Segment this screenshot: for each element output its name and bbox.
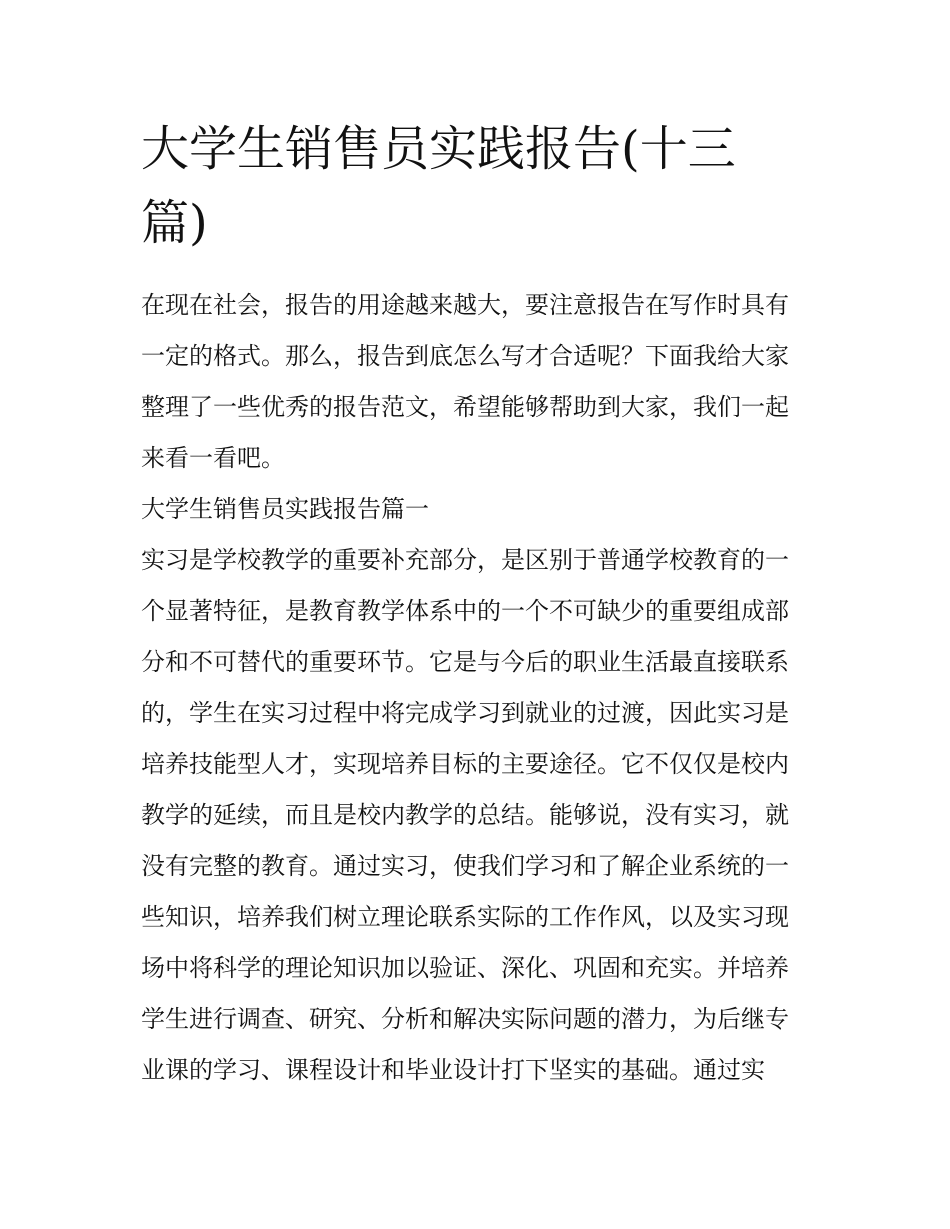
body-line: 些知识，培养我们树立理论联系实际的工作作风，以及实习现 bbox=[141, 903, 789, 931]
body-line: 个显著特征，是教育教学体系中的一个不可缺少的重要组成部 bbox=[141, 597, 789, 625]
body-line: 的，学生在实习过程中将完成学习到就业的过渡，因此实习是 bbox=[141, 699, 789, 727]
section-heading-text: 大学生销售员实践报告篇一 bbox=[141, 495, 429, 523]
title-line: 篇) bbox=[141, 195, 208, 251]
intro-paragraph bbox=[141, 280, 813, 484]
intro-line: 来看一看吧。 bbox=[141, 444, 285, 472]
body-line: 没有完整的教育。通过实习，使我们学习和了解企业系统的一 bbox=[141, 852, 789, 880]
section-heading bbox=[141, 484, 813, 535]
intro-line: 一定的格式。那么，报告到底怎么写才合适呢？下面我给大家 bbox=[141, 342, 789, 370]
body-line: 实习是学校教学的重要补充部分，是区别于普通学校教育的一 bbox=[141, 546, 789, 574]
title-line: 大学生销售员实践报告(十三 bbox=[141, 121, 736, 177]
body-line: 学生进行调查、研究、分析和解决实际问题的潜力，为后继专 bbox=[141, 1005, 789, 1033]
body-line: 场中将科学的理论知识加以验证、深化、巩固和充实。并培养 bbox=[141, 954, 789, 982]
body-line: 分和不可替代的重要环节。它是与今后的职业生活最直接联系 bbox=[141, 648, 789, 676]
body-line: 培养技能型人才，实现培养目标的主要途径。它不仅仅是校内 bbox=[141, 750, 789, 778]
document-title bbox=[141, 112, 813, 260]
intro-line: 整理了一些优秀的报告范文，希望能够帮助到大家，我们一起 bbox=[141, 393, 789, 421]
body-line: 教学的延续，而且是校内教学的总结。能够说，没有实习，就 bbox=[141, 801, 789, 829]
body-paragraph bbox=[141, 535, 813, 1096]
intro-line: 在现在社会，报告的用途越来越大，要注意报告在写作时具有 bbox=[141, 291, 789, 319]
body-line: 业课的学习、课程设计和毕业设计打下坚实的基础。通过实 bbox=[141, 1056, 765, 1084]
document-content bbox=[141, 112, 813, 1096]
